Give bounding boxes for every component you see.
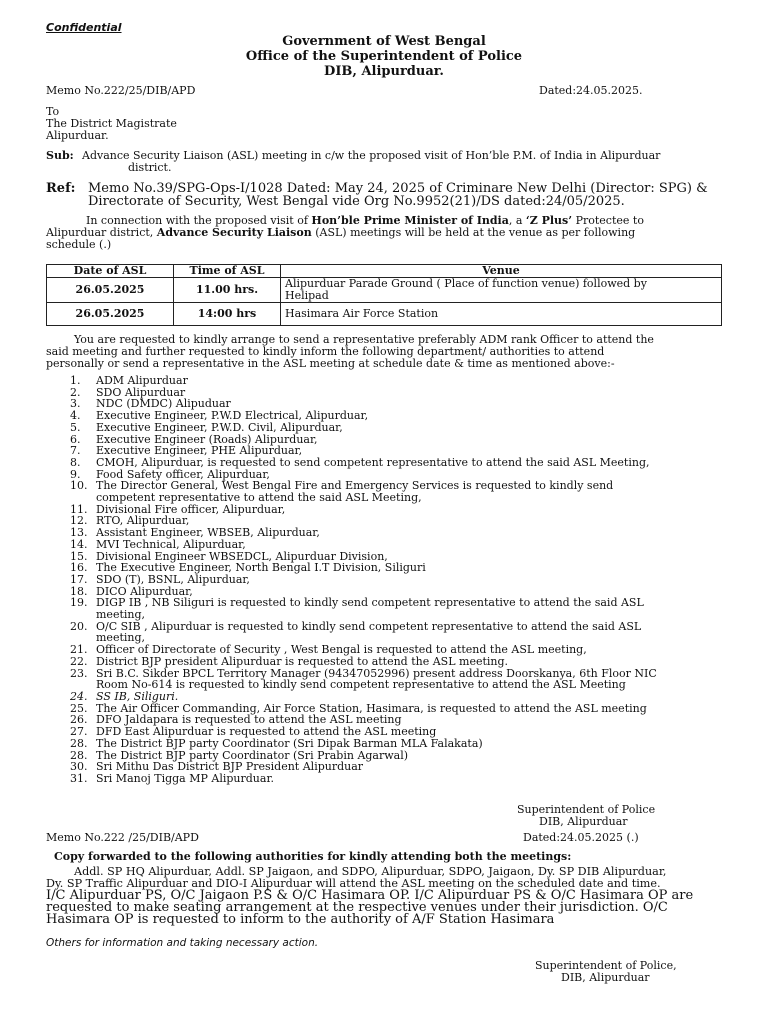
list-item — [46, 375, 736, 387]
list-number: 26. — [70, 713, 88, 727]
reference-text-cont: Directorate of Security, West Bengal vide Org No.9952(21)/DS dated:24/05/2025. — [88, 194, 625, 209]
list-item-text: District BJP president Alipurduar is requested to attend the ASL meeting. — [96, 654, 509, 668]
list-item-text: The District BJP party Coordinator (Sri Dipak Barman MLA Falakata) — [96, 736, 483, 750]
list-number: 11. — [70, 502, 88, 516]
list-number: 30. — [70, 760, 88, 774]
list-item-text: SDO (T), BSNL, Alipurduar, — [96, 572, 250, 586]
list-item-text: Food Safety officer, Alipurduar, — [96, 467, 270, 481]
copy-line: Hasimara OP is requested to inform to the authority of A/F Station Hasimara — [46, 912, 555, 927]
confidential-label: Confidential — [46, 21, 122, 34]
intro-text: Protectee to — [572, 214, 644, 227]
list-item-text: DIGP IB , NB Siliguri is requested to kindly send competent representative to attend the said ASL — [96, 596, 644, 610]
memo-date: Dated:24.05.2025. — [539, 84, 643, 97]
to-label: To — [46, 105, 60, 118]
cell-venue — [281, 278, 722, 303]
col-header-venue: Venue — [281, 265, 722, 278]
list-number: 16. — [70, 561, 88, 575]
table-row — [47, 303, 722, 326]
list-item-text: The Air Officer Commanding, Air Force Station, Hasimara, is requested to attend the ASL meeting — [96, 701, 647, 715]
list-number: 15. — [70, 549, 88, 563]
venue-line: Hasimara Air Force Station — [285, 307, 439, 320]
list-item — [46, 480, 736, 503]
cell-time: 11.00 hrs. — [174, 278, 281, 303]
list-number: 19. — [70, 596, 88, 610]
list-number: 25. — [70, 701, 88, 715]
list-number: 12. — [70, 514, 88, 528]
reference-label: Ref: — [46, 181, 76, 196]
reference-text: Memo No.39/SPG-Ops-I/1028 Dated: May 24, 2025 of Criminare New Delhi (Director: SPG) & — [88, 181, 708, 196]
header-office: Office of the Superintendent of Police — [245, 49, 523, 64]
subject-text-cont: district. — [128, 161, 172, 174]
list-number: 7. — [70, 444, 81, 458]
list-item-text: The Executive Engineer, North Bengal I.T Division, Siliguri — [96, 561, 426, 575]
signature-title: Superintendent of Police — [517, 803, 656, 816]
list-item — [46, 422, 736, 434]
list-item-text: meeting, — [96, 608, 146, 622]
list-number: 27. — [70, 725, 88, 739]
list-number: 10. — [70, 479, 88, 493]
list-number: 17. — [70, 572, 88, 586]
list-item-text: Executive Engineer (Roads) Alipurduar, — [96, 432, 318, 446]
signature-office: DIB, Alipurduar — [561, 971, 650, 984]
asl-schedule-table — [46, 264, 722, 326]
list-number: 22. — [70, 654, 88, 668]
cell-venue — [281, 303, 722, 326]
list-number: 21. — [70, 643, 88, 657]
department-list — [46, 375, 736, 785]
list-item-text: Executive Engineer, P.W.D Electrical, Alipurduar, — [96, 409, 369, 423]
list-number: 1. — [70, 374, 81, 387]
list-item-text: Sri Mithu Das District BJP President Alipurduar — [96, 760, 364, 774]
list-number: 9. — [70, 467, 81, 481]
copy-heading: Copy forwarded to the following authorities for kindly attending both the meetings: — [54, 850, 572, 863]
intro-asl: Advance Security Liaison — [156, 226, 312, 239]
list-number: 31. — [70, 771, 88, 785]
list-item — [46, 574, 736, 586]
list-item-text: The District BJP party Coordinator (Sri Prabin Agarwal) — [96, 748, 409, 762]
list-item-text: DFO Jaldapara is requested to attend the ASL meeting — [96, 713, 402, 727]
list-number: 13. — [70, 526, 88, 540]
list-number: 18. — [70, 584, 88, 598]
list-item-text: Executive Engineer, PHE Alipurduar, — [96, 444, 303, 458]
list-item-text: The Director General, West Bengal Fire and Emergency Services is requested to kindly send — [96, 479, 614, 493]
intro-text: (ASL) meetings will be held at the venue as per following — [311, 226, 636, 239]
signature-block-2 — [535, 960, 677, 984]
venue-line: Helipad — [285, 289, 329, 302]
addressee-title: The District Magistrate — [46, 117, 177, 130]
list-item — [46, 597, 736, 620]
copy-line: Addl. SP HQ Alipurduar, Addl. SP Jaigaon, and SDPO, Alipurduar, SDPO, Jaigaon, Dy. SP DIB Alipurduar, — [74, 865, 667, 878]
list-item-text: Sri Manoj Tigga MP Alipurduar. — [96, 771, 274, 785]
list-number: 8. — [70, 455, 81, 469]
list-number: 5. — [70, 420, 81, 434]
signature-block — [517, 804, 655, 828]
list-number: 2. — [70, 385, 81, 399]
list-item-text: NDC (DMDC) Alipuduar — [96, 397, 231, 411]
list-item-text: CMOH, Alipurduar, is requested to send competent representative to attend the said ASL Meeting, — [96, 455, 650, 469]
list-item-text: DFD East Alipurduar is requested to attend the ASL meeting — [96, 725, 437, 739]
list-number: 14. — [70, 537, 88, 551]
list-item — [46, 668, 736, 691]
cell-date: 26.05.2025 — [47, 278, 174, 303]
list-item-text: SS IB, Siliguri. — [96, 689, 179, 703]
list-item-text: O/C SIB , Alipurduar is requested to kindly send competent representative to attend the said ASL — [96, 619, 642, 633]
list-item-text: ADM Alipurduar — [96, 374, 188, 387]
intro-zplus: ‘Z Plus’ — [525, 214, 573, 227]
list-number: 24. — [70, 689, 88, 703]
intro-text: , a — [508, 214, 526, 227]
cell-date: 26.05.2025 — [47, 303, 174, 326]
addressee-block — [46, 106, 177, 142]
copy-line: requested to make seating arrangement at the respective venues under their jurisdiction. O/C — [46, 900, 668, 915]
signature-title: Superintendent of Police, — [535, 959, 677, 972]
list-item-text: MVI Technical, Alipurduar, — [96, 537, 246, 551]
list-item — [46, 738, 736, 750]
list-item — [46, 621, 736, 644]
header-government: Government of West Bengal — [282, 34, 486, 49]
request-line: personally or send a representative in the ASL meeting at schedule date & time as mentioned above:- — [46, 357, 615, 370]
list-number: 20. — [70, 619, 88, 633]
list-number: 4. — [70, 409, 81, 423]
list-item — [46, 457, 736, 469]
list-item-text: Officer of Directorate of Security , West Bengal is requested to attend the ASL meeting, — [96, 643, 587, 657]
list-number: 28. — [70, 736, 88, 750]
header-dib: DIB, Alipurduar. — [324, 64, 444, 79]
cell-time: 14:00 hrs — [174, 303, 281, 326]
col-header-date: Date of ASL — [47, 265, 174, 278]
copy-line: I/C Alipurduar PS, O/C Jaigaon P.S & O/C Hasimara OP. I/C Alipurduar PS & O/C Hasimara OP are — [46, 888, 694, 903]
list-item-text: Sri B.C. Sikder BPCL Territory Manager (94347052996) present address Doorskanya, 6th Floor NIC — [96, 666, 657, 680]
signature-office: DIB, Alipurduar — [539, 815, 628, 828]
list-item-text: DICO Alipurduar, — [96, 584, 193, 598]
list-item — [46, 773, 736, 785]
list-item-text: Assistant Engineer, WBSEB, Alipurduar, — [96, 526, 320, 540]
intro-text: schedule (.) — [46, 238, 112, 251]
col-header-time: Time of ASL — [174, 265, 281, 278]
list-item-text: RTO, Alipurduar, — [96, 514, 190, 528]
list-item-text: SDO Alipurduar — [96, 385, 186, 399]
subject-text: Advance Security Liaison (ASL) meeting in c/w the proposed visit of Hon’ble P.M. of India in Alipurduar — [82, 149, 661, 162]
list-item-text: Room No-614 is requested to kindly send competent representative to attend the ASL Meeting — [96, 678, 626, 692]
request-line: You are requested to kindly arrange to send a representative preferably ADM rank Officer to attend the — [74, 333, 654, 346]
copy-paragraph — [46, 866, 722, 926]
request-paragraph — [46, 334, 726, 370]
memo-date-copy: Dated:24.05.2025 (.) — [523, 831, 639, 844]
list-item-text: meeting, — [96, 631, 146, 645]
others-note: Others for information and taking necessary action. — [46, 937, 319, 949]
list-item — [46, 539, 736, 551]
table-row — [47, 278, 722, 303]
addressee-place: Alipurduar. — [46, 129, 109, 142]
intro-pm: Hon’ble Prime Minister of India — [311, 214, 509, 227]
list-item — [46, 656, 736, 668]
list-number: 6. — [70, 432, 81, 446]
list-item-text: Divisional Engineer WBSEDCL, Alipurduar Division, — [96, 549, 388, 563]
list-item-text: competent representative to attend the said ASL Meeting, — [96, 491, 422, 505]
copy-line: Dy. SP Traffic Alipurduar and DIO-I Alipurduar will attend the ASL meeting on the scheduled date and time. — [46, 877, 661, 890]
list-item — [46, 691, 736, 703]
memo-number-copy: Memo No.222 /25/DIB/APD — [46, 831, 199, 844]
memo-number: Memo No.222/25/DIB/APD — [46, 84, 196, 97]
list-number: 23. — [70, 666, 88, 680]
request-line: said meeting and further requested to kindly inform the following department/ authorities to attend — [46, 345, 605, 358]
subject-label: Sub: — [46, 149, 74, 162]
venue-line: Alipurduar Parade Ground ( Place of function venue) followed by — [285, 277, 647, 290]
intro-text: In connection with the proposed visit of — [86, 214, 312, 227]
list-number: 28. — [70, 748, 88, 762]
list-item-text: Executive Engineer, P.W.D. Civil, Alipurduar, — [96, 420, 343, 434]
list-number: 3. — [70, 397, 81, 411]
intro-text: Alipurduar district, — [46, 226, 157, 239]
list-item-text: Divisional Fire officer, Alipurduar, — [96, 502, 286, 516]
